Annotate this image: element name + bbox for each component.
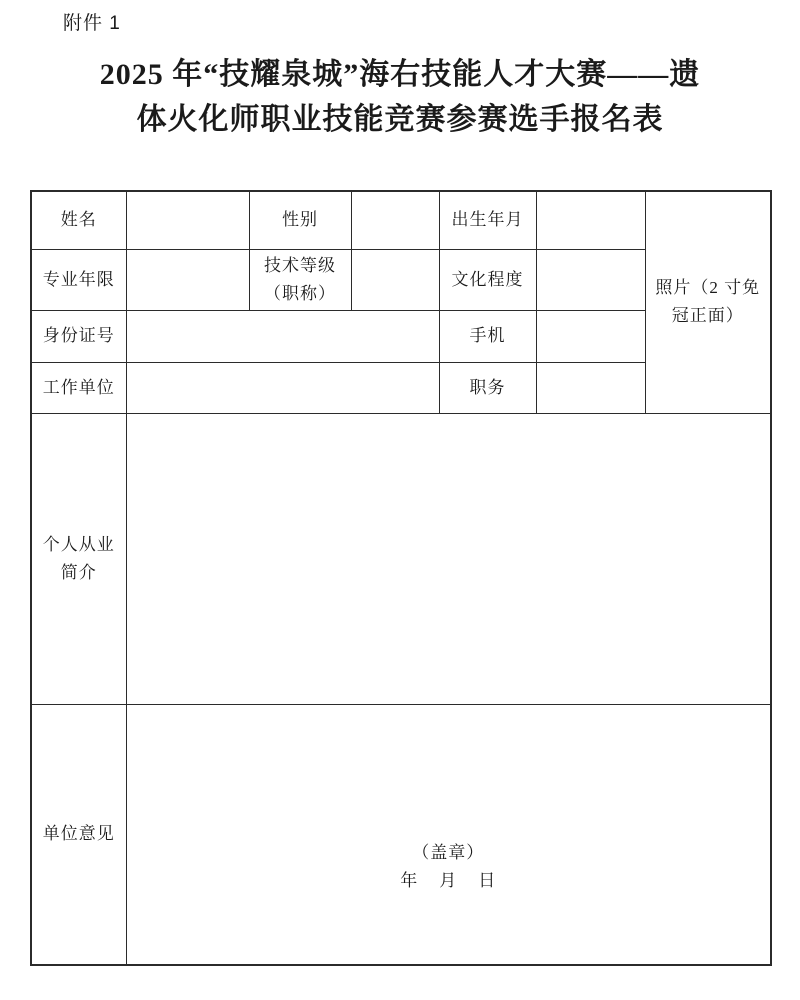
id-number-label: 身份证号 bbox=[31, 310, 126, 362]
birth-date-label: 出生年月 bbox=[439, 191, 536, 249]
name-label: 姓名 bbox=[31, 191, 126, 249]
gender-label: 性别 bbox=[249, 191, 351, 249]
table-row bbox=[31, 191, 771, 249]
unit-opinion-content-cell bbox=[126, 704, 771, 965]
photo-cell bbox=[645, 191, 771, 413]
month-label: 月 bbox=[439, 871, 458, 891]
stamp-block bbox=[129, 839, 769, 895]
seal-label: （盖章） bbox=[412, 843, 485, 863]
tech-level-label-line1: 技术等级 bbox=[264, 255, 336, 275]
unit-opinion-label: 单位意见 bbox=[31, 704, 126, 965]
work-unit-value-cell bbox=[126, 362, 439, 413]
tech-level-label-line2: （职称） bbox=[264, 283, 336, 303]
bio-content-cell bbox=[126, 413, 771, 704]
mobile-value-cell bbox=[536, 310, 645, 362]
gender-value-cell bbox=[351, 191, 439, 249]
bio-label bbox=[31, 413, 126, 704]
name-value-cell bbox=[126, 191, 249, 249]
id-number-value-cell bbox=[126, 310, 439, 362]
years-of-experience-value-cell bbox=[126, 249, 249, 310]
table-row bbox=[31, 704, 771, 965]
education-label: 文化程度 bbox=[439, 249, 536, 310]
birth-date-value-cell bbox=[536, 191, 645, 249]
years-of-experience-label: 专业年限 bbox=[31, 249, 126, 310]
photo-label-line1: 照片（2 寸免 bbox=[655, 278, 761, 298]
bio-label-line2: 简介 bbox=[60, 562, 97, 582]
position-value-cell bbox=[536, 362, 645, 413]
position-label: 职务 bbox=[439, 362, 536, 413]
document-title-line1: 2025 年“技耀泉城”海右技能人才大赛——遗 bbox=[99, 58, 701, 91]
date-line bbox=[129, 867, 769, 895]
registration-form-table bbox=[30, 190, 772, 966]
tech-level-value-cell bbox=[351, 249, 439, 310]
document-title-line2: 体火化师职业技能竞赛参赛选手报名表 bbox=[136, 103, 664, 136]
day-label: 日 bbox=[478, 871, 497, 891]
work-unit-label: 工作单位 bbox=[31, 362, 126, 413]
year-label: 年 bbox=[400, 871, 419, 891]
tech-level-label bbox=[249, 249, 351, 310]
attachment-label: 附件 1 bbox=[63, 13, 121, 34]
photo-label-line2: 冠正面） bbox=[671, 306, 744, 326]
education-value-cell bbox=[536, 249, 645, 310]
mobile-label: 手机 bbox=[439, 310, 536, 362]
bio-label-line1: 个人从业 bbox=[42, 534, 115, 554]
document-title bbox=[40, 52, 760, 142]
table-row bbox=[31, 413, 771, 704]
